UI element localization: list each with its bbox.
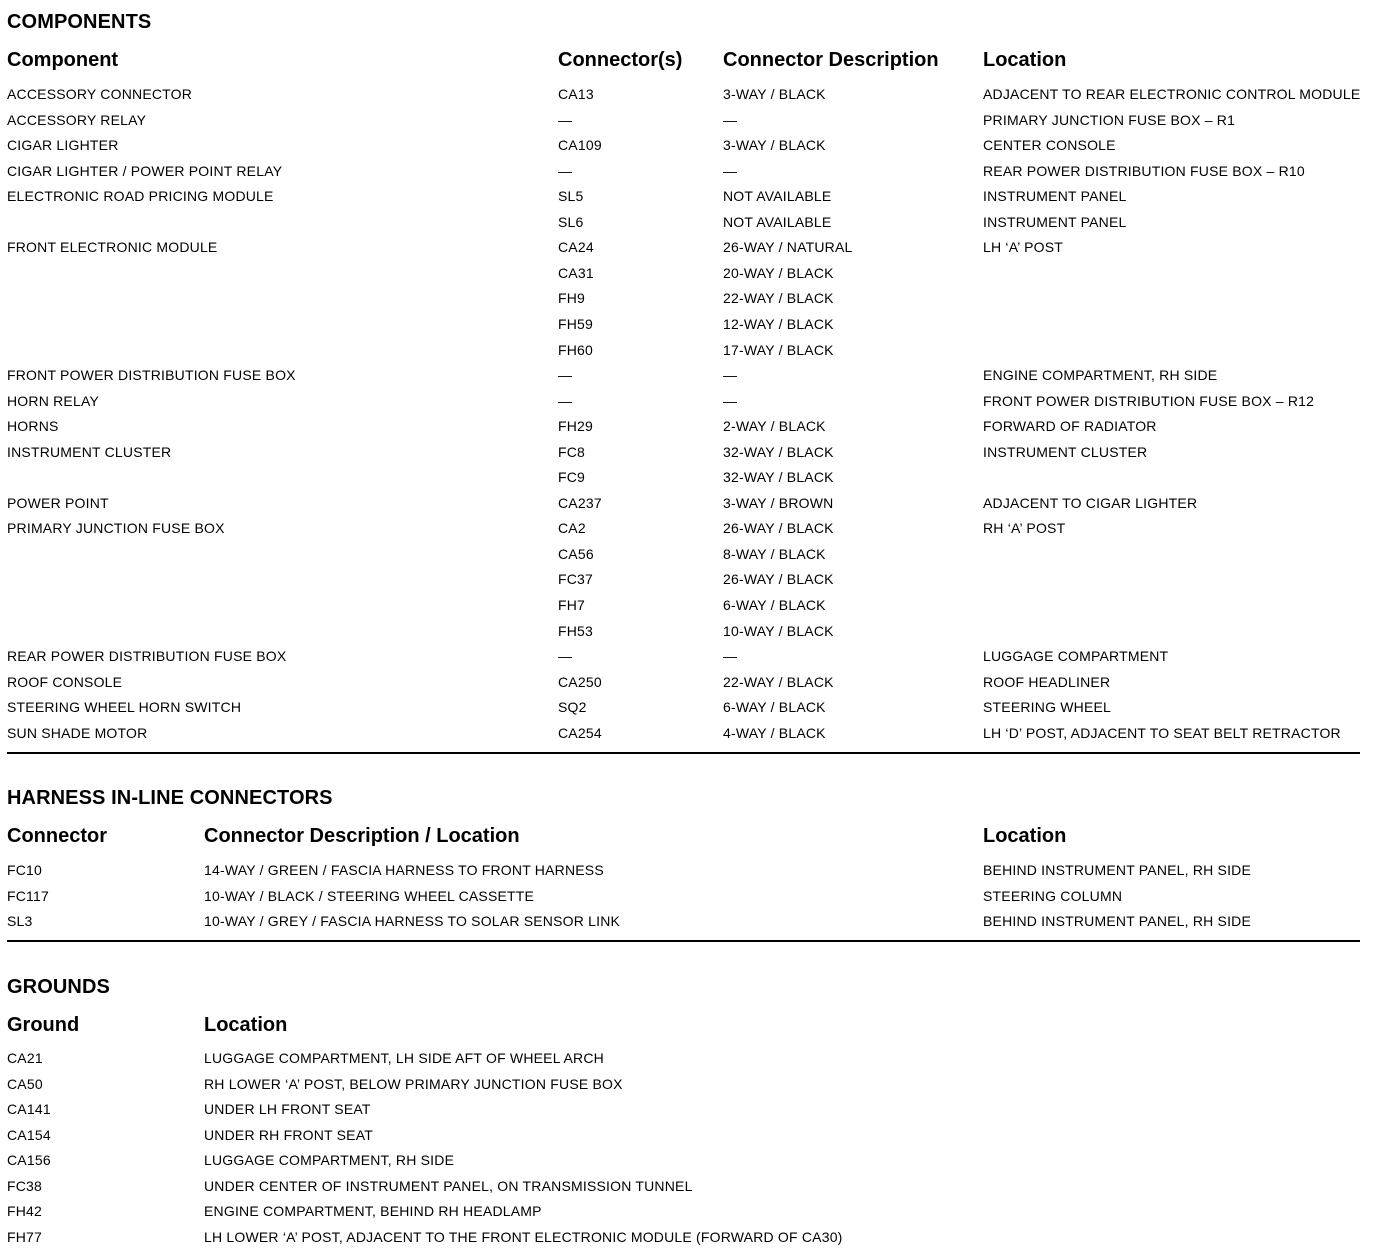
component-location: RH ‘A’ POST [983, 520, 1066, 537]
connector-id: CA2 [558, 520, 586, 537]
components-row [0, 264, 1376, 289]
connector-id: CA109 [558, 137, 602, 154]
connector-description: — [723, 392, 738, 409]
components-row [0, 187, 1376, 212]
component-name: PRIMARY JUNCTION FUSE BOX [7, 520, 225, 537]
connector-description: 4-WAY / BLACK [723, 724, 826, 741]
connector-id: — [558, 162, 573, 179]
components-row [0, 647, 1376, 672]
connector-description: 32-WAY / BLACK [723, 443, 834, 460]
components-row [0, 315, 1376, 340]
components-row [0, 519, 1376, 544]
ground-id: CA156 [7, 1152, 51, 1169]
connector-id: CA31 [558, 264, 594, 281]
connector-description: 8-WAY / BLACK [723, 545, 826, 562]
ground-location: UNDER LH FRONT SEAT [204, 1101, 371, 1118]
connector-description: 26-WAY / BLACK [723, 571, 834, 588]
harness-header-location: Location [983, 825, 1067, 847]
connector-id: — [558, 648, 573, 665]
component-name: ACCESSORY CONNECTOR [7, 86, 193, 102]
harness-header-connector: Connector [7, 825, 107, 847]
connector-id: FH7 [558, 597, 586, 613]
ground-id: CA154 [7, 1126, 51, 1143]
component-name: HORNS [7, 418, 59, 435]
harness-location: BEHIND INSTRUMENT PANEL, RH SIDE [983, 913, 1252, 929]
connector-id: FH53 [558, 622, 594, 639]
connector-description: 22-WAY / BLACK [723, 290, 834, 307]
harness-location: STEERING COLUMN [983, 887, 1123, 904]
harness-row [0, 861, 1376, 886]
harness-connector-id: FC10 [7, 862, 43, 878]
ground-location: ENGINE COMPARTMENT, BEHIND RH HEADLAMP [204, 1203, 542, 1220]
grounds-header-location: Location [204, 1014, 288, 1036]
grounds-header-ground: Ground [7, 1014, 80, 1036]
connector-id: CA56 [558, 545, 594, 562]
ground-id: FH77 [7, 1228, 43, 1245]
connector-id: CA24 [558, 239, 594, 256]
connector-description: — [723, 367, 738, 384]
connector-description: 2-WAY / BLACK [723, 418, 826, 435]
connector-description: 6-WAY / BLACK [723, 597, 826, 613]
connector-id: FH59 [558, 315, 594, 332]
component-name: CIGAR LIGHTER / POWER POINT RELAY [7, 162, 283, 179]
components-row [0, 111, 1376, 136]
connector-id: FH9 [558, 290, 586, 307]
connector-id: — [558, 111, 573, 128]
components-section-title: COMPONENTS [7, 11, 152, 33]
harness-connector-id: FC117 [7, 887, 49, 904]
component-name: POWER POINT [7, 494, 109, 511]
harness-description: 14-WAY / GREEN / FASCIA HARNESS TO FRONT HARNESS [204, 862, 604, 878]
components-row [0, 417, 1376, 442]
components-row [0, 392, 1376, 417]
harness-description: 10-WAY / BLACK / STEERING WHEEL CASSETTE [204, 887, 535, 904]
connector-id: — [558, 392, 573, 409]
grounds-section-title: GROUNDS [7, 976, 110, 998]
connector-id: FC9 [558, 469, 586, 486]
components-header-location: Location [983, 49, 1067, 71]
connector-description: 3-WAY / BLACK [723, 137, 826, 154]
components-row [0, 673, 1376, 698]
grounds-row [0, 1075, 1376, 1100]
components-row [0, 443, 1376, 468]
connector-description: 26-WAY / BLACK [723, 520, 834, 537]
ground-location: LH LOWER ‘A’ POST, ADJACENT TO THE FRONT ELECTRONIC MODULE (FORWARD OF CA30) [204, 1228, 843, 1245]
component-location: INSTRUMENT PANEL [983, 188, 1127, 205]
components-row [0, 570, 1376, 595]
components-row [0, 341, 1376, 366]
ground-location: UNDER CENTER OF INSTRUMENT PANEL, ON TRANSMISSION TUNNEL [204, 1177, 693, 1194]
component-name: ACCESSORY RELAY [7, 111, 147, 128]
component-name: CIGAR LIGHTER [7, 137, 119, 154]
components-header-description: Connector Description [723, 49, 939, 71]
component-location: ADJACENT TO REAR ELECTRONIC CONTROL MODULE [983, 86, 1361, 102]
ground-location: LUGGAGE COMPARTMENT, LH SIDE AFT OF WHEEL ARCH [204, 1050, 604, 1066]
components-header-connectors: Connector(s) [558, 49, 683, 71]
grounds-row [0, 1177, 1376, 1202]
connector-description: 3-WAY / BROWN [723, 494, 834, 511]
ground-location: UNDER RH FRONT SEAT [204, 1126, 373, 1143]
components-row [0, 468, 1376, 493]
components-row [0, 596, 1376, 621]
component-location: ADJACENT TO CIGAR LIGHTER [983, 494, 1198, 511]
connector-description: 10-WAY / BLACK [723, 622, 834, 639]
component-location: INSTRUMENT CLUSTER [983, 443, 1148, 460]
connector-description: 20-WAY / BLACK [723, 264, 834, 281]
grounds-row [0, 1151, 1376, 1176]
harness-row [0, 887, 1376, 912]
connector-id: FC37 [558, 571, 594, 588]
component-location: CENTER CONSOLE [983, 137, 1116, 154]
component-location: LH ‘A’ POST [983, 239, 1063, 256]
connector-description: 17-WAY / BLACK [723, 341, 834, 358]
component-name: FRONT POWER DISTRIBUTION FUSE BOX [7, 367, 296, 384]
connector-description: 6-WAY / BLACK [723, 699, 826, 716]
connector-id: CA13 [558, 86, 594, 102]
ground-id: CA141 [7, 1101, 51, 1118]
component-location: ROOF HEADLINER [983, 673, 1111, 690]
components-row [0, 213, 1376, 238]
connector-id: CA250 [558, 673, 602, 690]
component-name: REAR POWER DISTRIBUTION FUSE BOX [7, 648, 287, 665]
component-location: ENGINE COMPARTMENT, RH SIDE [983, 367, 1218, 384]
ground-id: CA21 [7, 1050, 43, 1066]
connector-id: FH60 [558, 341, 594, 358]
grounds-row [0, 1126, 1376, 1151]
component-location: LH ‘D’ POST, ADJACENT TO SEAT BELT RETRACTOR [983, 724, 1341, 741]
connector-description: 32-WAY / BLACK [723, 469, 834, 486]
components-row [0, 724, 1376, 749]
component-name: HORN RELAY [7, 392, 99, 409]
components-header-component: Component [7, 49, 119, 71]
connector-description: — [723, 162, 738, 179]
component-location: FORWARD OF RADIATOR [983, 418, 1157, 435]
section-divider [7, 940, 1360, 942]
component-location: LUGGAGE COMPARTMENT [983, 648, 1169, 665]
harness-header-description: Connector Description / Location [204, 825, 520, 847]
connector-description: 12-WAY / BLACK [723, 315, 834, 332]
component-name: ELECTRONIC ROAD PRICING MODULE [7, 188, 274, 205]
connector-description: NOT AVAILABLE [723, 188, 832, 205]
components-row [0, 545, 1376, 570]
component-name: ROOF CONSOLE [7, 673, 123, 690]
connector-description: 3-WAY / BLACK [723, 86, 826, 102]
ground-id: CA50 [7, 1075, 43, 1092]
components-row [0, 698, 1376, 723]
harness-row [0, 912, 1376, 937]
component-name: SUN SHADE MOTOR [7, 724, 148, 741]
grounds-row [0, 1228, 1376, 1253]
components-row [0, 494, 1376, 519]
components-row [0, 289, 1376, 314]
connector-id: SL6 [558, 213, 584, 230]
components-row [0, 366, 1376, 391]
grounds-row [0, 1100, 1376, 1125]
components-row [0, 162, 1376, 187]
ground-id: FH42 [7, 1203, 43, 1220]
connector-id: CA237 [558, 494, 602, 511]
connector-description: NOT AVAILABLE [723, 213, 832, 230]
harness-location: BEHIND INSTRUMENT PANEL, RH SIDE [983, 862, 1252, 878]
component-location: FRONT POWER DISTRIBUTION FUSE BOX – R12 [983, 392, 1315, 409]
connector-id: — [558, 367, 573, 384]
components-row [0, 622, 1376, 647]
connector-description: — [723, 648, 738, 665]
connector-id: FH29 [558, 418, 594, 435]
component-name: FRONT ELECTRONIC MODULE [7, 239, 218, 256]
connector-description: 22-WAY / BLACK [723, 673, 834, 690]
connector-description: — [723, 111, 738, 128]
connector-id: SQ2 [558, 699, 587, 716]
ground-location: RH LOWER ‘A’ POST, BELOW PRIMARY JUNCTION FUSE BOX [204, 1075, 623, 1092]
grounds-row [0, 1049, 1376, 1074]
connector-id: FC8 [558, 443, 586, 460]
components-row [0, 85, 1376, 110]
ground-location: LUGGAGE COMPARTMENT, RH SIDE [204, 1152, 455, 1169]
component-location: REAR POWER DISTRIBUTION FUSE BOX – R10 [983, 162, 1305, 179]
harness-connector-id: SL3 [7, 913, 33, 929]
connector-id: CA254 [558, 724, 602, 741]
components-row [0, 238, 1376, 263]
component-location: PRIMARY JUNCTION FUSE BOX – R1 [983, 111, 1236, 128]
components-row [0, 136, 1376, 161]
component-location: STEERING WHEEL [983, 699, 1112, 716]
harness-section-title: HARNESS IN-LINE CONNECTORS [7, 787, 333, 809]
connector-id: SL5 [558, 188, 584, 205]
connector-description: 26-WAY / NATURAL [723, 239, 853, 256]
ground-id: FC38 [7, 1177, 43, 1194]
component-name: INSTRUMENT CLUSTER [7, 443, 172, 460]
section-divider [7, 752, 1360, 754]
harness-description: 10-WAY / GREY / FASCIA HARNESS TO SOLAR SENSOR LINK [204, 913, 621, 929]
grounds-row [0, 1202, 1376, 1227]
component-location: INSTRUMENT PANEL [983, 213, 1127, 230]
component-name: STEERING WHEEL HORN SWITCH [7, 699, 242, 716]
